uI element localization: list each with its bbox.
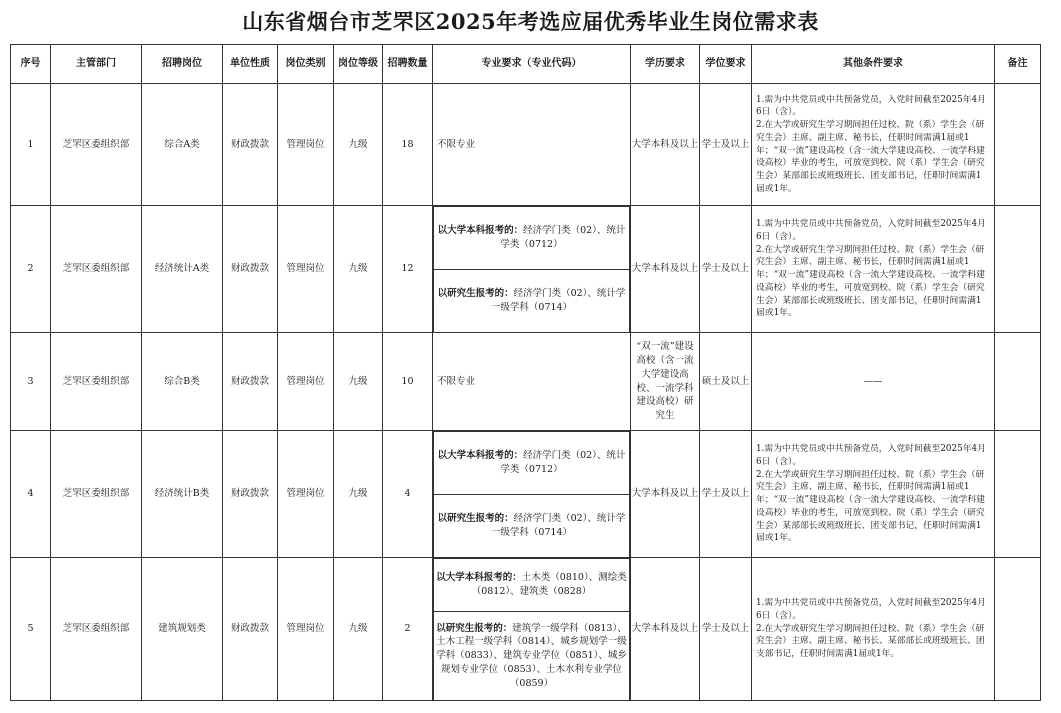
other-text: 1.需为中共党员或中共预备党员，入党时间截至2025年4月6日（含）。 2.在大学或研究生学习期间担任过校、院（系）学生会（研究生会）主席、副主席、秘书长、某部部长或班级班长、团支部书记，任职时间需满1届或1年。 (756, 598, 986, 660)
cell-other (752, 206, 995, 333)
cell-degree: 学士及以上 (700, 84, 752, 206)
cell-major (433, 558, 631, 701)
header-other: 其他条件要求 (752, 45, 995, 84)
major-postgrad (434, 612, 630, 701)
other-text: 1.需为中共党员或中共预备党员，入党时间截至2025年4月6日（含）。 2.在大学或研究生学习期间担任过校、院（系）学生会（研究生会）主席、副主席、秘书长，任职时间需满1届或1年；“双一流”建设高校（含一流大学建设高校、一流学科建设高校）毕业的考生，可放宽到校、院（系）学生会（研究生会）某部部长或班级班长、团支部书记，任职时间需满1届或1年。 (756, 444, 986, 544)
header-unit: 单位性质 (223, 45, 278, 84)
cell-level: 九级 (334, 431, 383, 558)
cell-category: 管理岗位 (278, 431, 334, 558)
cell-count: 4 (383, 431, 433, 558)
page-title: 山东省烟台市芝罘区2025年考选应届优秀毕业生岗位需求表 (242, 9, 819, 34)
major-split (433, 206, 630, 332)
cell-note (995, 333, 1041, 431)
cell-major: 不限专业 (433, 84, 631, 206)
major-undergrad-text: 经济学门类（02）、统计学类（0712） (500, 225, 626, 250)
cell-count: 2 (383, 558, 433, 701)
cell-post: 综合B类 (142, 333, 223, 431)
table-row (11, 558, 1041, 701)
cell-education: “双一流”建设高校（含一流大学建设高校、一流学科建设高校）研究生 (631, 333, 700, 431)
header-row (11, 45, 1041, 84)
other-text: 1.需为中共党员或中共预备党员，入党时间截至2025年4月6日（含）。 2.在大学或研究生学习期间担任过校、院（系）学生会（研究生会）主席、副主席、秘书长，任职时间需满1届或1年；“双一流”建设高校（含一流大学建设高校、一流学科建设高校）毕业的考生，可放宽到校、院（系）学生会（研究生会）某部部长或班级班长、团支部书记，任职时间需满1届或1年。 (756, 94, 986, 194)
major-postgrad-prefix: 以研究生报考的： (437, 288, 514, 300)
cell-count: 10 (383, 333, 433, 431)
table-row (11, 431, 1041, 558)
cell-major (433, 206, 631, 333)
header-post: 招聘岗位 (142, 45, 223, 84)
cell-degree: 学士及以上 (700, 431, 752, 558)
cell-count: 12 (383, 206, 433, 333)
header-count: 招聘数量 (383, 45, 433, 84)
cell-seq: 4 (11, 431, 51, 558)
cell-note (995, 206, 1041, 333)
cell-other: —— (752, 333, 995, 431)
cell-category: 管理岗位 (278, 84, 334, 206)
cell-education: 大学本科及以上 (631, 206, 700, 333)
cell-unit: 财政拨款 (223, 431, 278, 558)
major-undergrad-prefix: 以大学本科报考的： (437, 450, 524, 462)
cell-other (752, 84, 995, 206)
major-undergrad-text: 经济学门类（02）、统计学类（0712） (500, 450, 626, 475)
major-postgrad (434, 495, 630, 558)
major-postgrad-prefix: 以研究生报考的： (436, 622, 513, 634)
cell-unit: 财政拨款 (223, 558, 278, 701)
table-row (11, 206, 1041, 333)
header-degree: 学位要求 (700, 45, 752, 84)
header-major: 专业要求（专业代码） (433, 45, 631, 84)
header-seq: 序号 (11, 45, 51, 84)
major-postgrad-text: 经济学门类（02）、统计学一级学科（0714） (490, 513, 626, 538)
header-level: 岗位等级 (334, 45, 383, 84)
major-undergrad (434, 207, 630, 270)
cell-level: 九级 (334, 333, 383, 431)
table-row (11, 333, 1041, 431)
table-row (11, 84, 1041, 206)
cell-dept: 芝罘区委组织部 (51, 333, 142, 431)
major-undergrad-text: 土木类（0810）、测绘类（0812）、建筑类（0828） (471, 572, 627, 597)
cell-category: 管理岗位 (278, 333, 334, 431)
cell-major: 不限专业 (433, 333, 631, 431)
header-note: 备注 (995, 45, 1041, 84)
cell-dept: 芝罘区委组织部 (51, 431, 142, 558)
cell-post: 建筑规划类 (142, 558, 223, 701)
cell-other (752, 558, 995, 701)
cell-seq: 3 (11, 333, 51, 431)
cell-level: 九级 (334, 84, 383, 206)
cell-category: 管理岗位 (278, 558, 334, 701)
major-split (433, 431, 630, 557)
major-undergrad-prefix: 以大学本科报考的： (436, 572, 522, 584)
major-postgrad-text: 经济学门类（02）、统计学一级学科（0714） (490, 288, 626, 313)
cell-major (433, 431, 631, 558)
cell-level: 九级 (334, 206, 383, 333)
cell-unit: 财政拨款 (223, 84, 278, 206)
cell-seq: 2 (11, 206, 51, 333)
cell-category: 管理岗位 (278, 206, 334, 333)
cell-degree: 硕士及以上 (700, 333, 752, 431)
cell-education: 大学本科及以上 (631, 558, 700, 701)
cell-post: 经济统计A类 (142, 206, 223, 333)
cell-education: 大学本科及以上 (631, 431, 700, 558)
header-dept: 主管部门 (51, 45, 142, 84)
cell-count: 18 (383, 84, 433, 206)
cell-degree: 学士及以上 (700, 206, 752, 333)
cell-level: 九级 (334, 558, 383, 701)
cell-other (752, 431, 995, 558)
major-split (433, 558, 630, 700)
cell-unit: 财政拨款 (223, 333, 278, 431)
cell-education: 大学本科及以上 (631, 84, 700, 206)
cell-degree: 学士及以上 (700, 558, 752, 701)
header-category: 岗位类别 (278, 45, 334, 84)
cell-dept: 芝罘区委组织部 (51, 558, 142, 701)
cell-dept: 芝罘区委组织部 (51, 206, 142, 333)
major-postgrad-text: 建筑学一级学科（0813）、土木工程一级学科（0814）、城乡规划学一级学科（0833）、建筑专业学位（0851）、城乡规划专业学位（0853）、土木水利专业学位（0859） (436, 622, 627, 689)
major-undergrad (434, 432, 630, 495)
cell-unit: 财政拨款 (223, 206, 278, 333)
header-education: 学历要求 (631, 45, 700, 84)
cell-seq: 1 (11, 84, 51, 206)
cell-dept: 芝罘区委组织部 (51, 84, 142, 206)
major-postgrad (434, 270, 630, 333)
cell-post: 经济统计B类 (142, 431, 223, 558)
job-requirements-table (10, 44, 1041, 701)
major-undergrad-prefix: 以大学本科报考的： (437, 225, 524, 237)
cell-post: 综合A类 (142, 84, 223, 206)
cell-seq: 5 (11, 558, 51, 701)
cell-note (995, 558, 1041, 701)
cell-note (995, 84, 1041, 206)
other-text: 1.需为中共党员或中共预备党员，入党时间截至2025年4月6日（含）。 2.在大学或研究生学习期间担任过校、院（系）学生会（研究生会）主席、副主席、秘书长，任职时间需满1届或1年；“双一流”建设高校（含一流大学建设高校、一流学科建设高校）毕业的考生，可放宽到校、院（系）学生会（研究生会）某部部长或班级班长、团支部书记，任职时间需满1届或1年。 (756, 219, 986, 319)
major-undergrad (434, 559, 630, 612)
cell-note (995, 431, 1041, 558)
major-postgrad-prefix: 以研究生报考的： (437, 513, 514, 525)
